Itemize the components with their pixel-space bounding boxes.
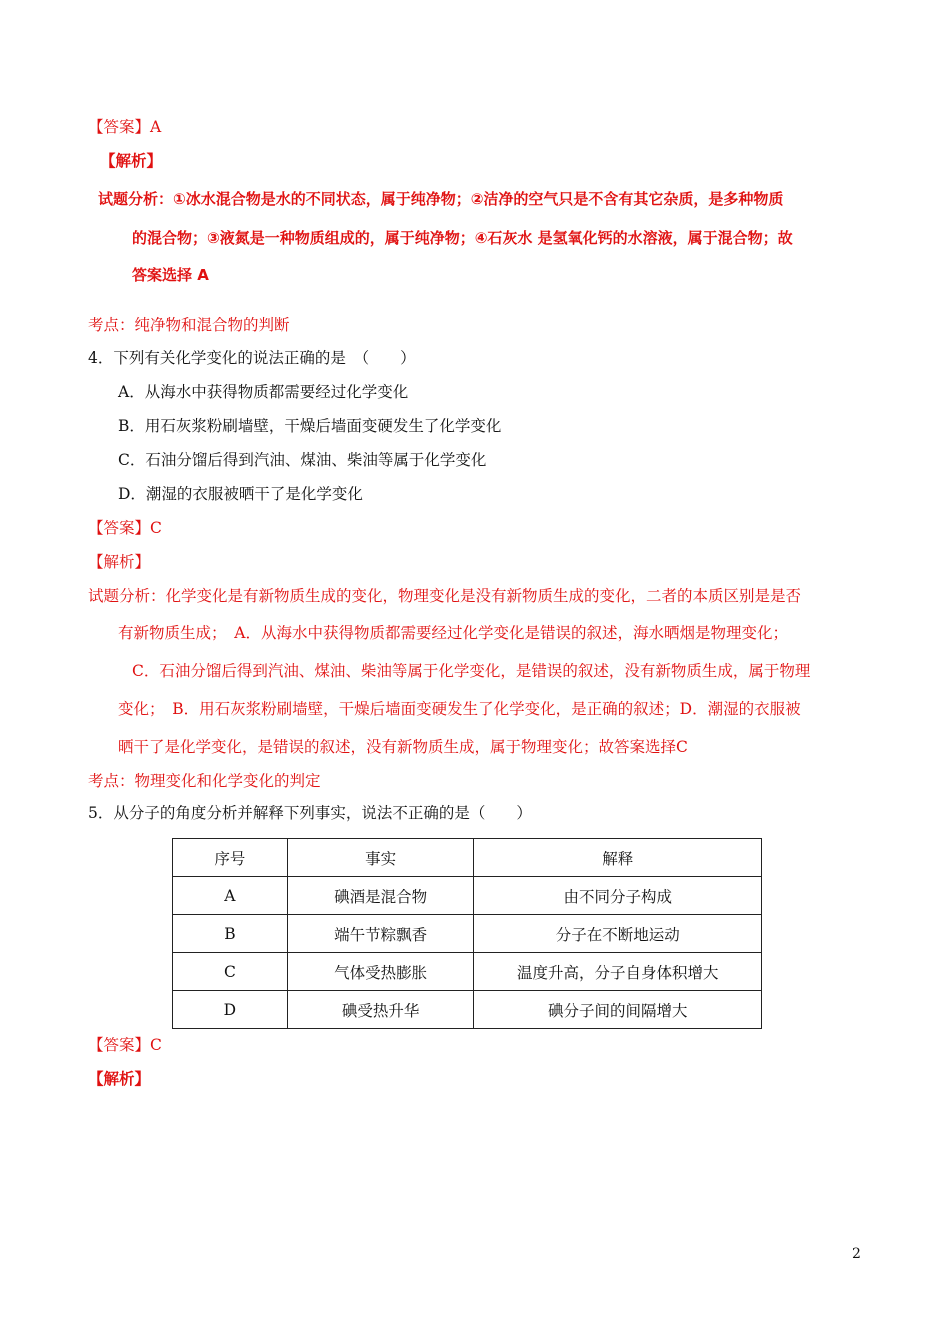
- row-index: C: [173, 953, 288, 991]
- q4-analysis-line-5: 晒干了是化学变化，是错误的叙述，没有新物质生成，属于物理变化；故答案选择C: [118, 738, 688, 756]
- q4-option-c: C．石油分馏后得到汽油、煤油、柴油等属于化学变化: [118, 451, 487, 469]
- q3-answer: 【答案】A: [88, 118, 162, 136]
- row-fact: 气体受热膨胀: [287, 953, 474, 991]
- row-index: A: [173, 877, 288, 915]
- q4-analysis-label: 【解析】: [88, 553, 151, 571]
- row-fact: 碘受热升华: [287, 991, 474, 1029]
- row-index: B: [173, 915, 288, 953]
- q5-analysis-label: 【解析】: [88, 1069, 151, 1088]
- q3-analysis-label: 【解析】: [100, 151, 163, 170]
- q5-stem: 5．从分子的角度分析并解释下列事实，说法不正确的是（ ）: [88, 804, 532, 822]
- table-header-row: [173, 839, 762, 877]
- q4-option-b: B．用石灰浆粉刷墙壁，干燥后墙面变硬发生了化学变化: [118, 417, 502, 435]
- q4-stem: 4．下列有关化学变化的说法正确的是 （ ）: [88, 349, 416, 367]
- row-fact: 碘酒是混合物: [287, 877, 474, 915]
- row-explanation: 由不同分子构成: [474, 877, 762, 915]
- table-row: [173, 877, 762, 915]
- row-explanation: 碘分子间的间隔增大: [474, 991, 762, 1029]
- q4-option-d: D．潮湿的衣服被晒干了是化学变化: [118, 485, 363, 503]
- header-explanation: 解释: [474, 839, 762, 877]
- q3-analysis-line-2: 的混合物；③液氮是一种物质组成的，属于纯净物；④石灰水 是氢氧化钙的水溶液，属于混合物；故: [132, 229, 793, 247]
- q4-analysis-line-4: 变化； B．用石灰浆粉刷墙壁，干燥后墙面变硬发生了化学变化，是正确的叙述；D．潮湿的衣服被: [118, 700, 801, 718]
- q4-option-a: A．从海水中获得物质都需要经过化学变化: [118, 383, 409, 401]
- q4-answer: 【答案】C: [88, 519, 162, 537]
- table-row: [173, 953, 762, 991]
- q4-analysis-line-3: C．石油分馏后得到汽油、煤油、柴油等属于化学变化，是错误的叙述，没有新物质生成，属于物理: [132, 662, 811, 680]
- row-index: D: [173, 991, 288, 1029]
- q5-table: [172, 838, 762, 1029]
- table-row: [173, 915, 762, 953]
- q4-analysis-line-2: 有新物质生成； A．从海水中获得物质都需要经过化学变化是错误的叙述，海水晒烟是物理变化；: [118, 624, 788, 642]
- page-number: 2: [852, 1246, 861, 1262]
- q4-topic: 考点：物理变化和化学变化的判定: [88, 772, 321, 790]
- q3-analysis-line-3: 答案选择 A: [132, 266, 209, 284]
- header-index: 序号: [173, 839, 288, 877]
- header-fact: 事实: [287, 839, 474, 877]
- row-explanation: 分子在不断地运动: [474, 915, 762, 953]
- q5-answer: 【答案】C: [88, 1036, 162, 1054]
- table-row: [173, 991, 762, 1029]
- q3-analysis-line-1: 试题分析：①冰水混合物是水的不同状态，属于纯净物；②洁净的空气只是不含有其它杂质，是多种物质: [98, 190, 784, 208]
- q4-analysis-line-1: 试题分析：化学变化是有新物质生成的变化，物理变化是没有新物质生成的变化，二者的本质区别是是否: [88, 587, 802, 605]
- row-explanation: 温度升高，分子自身体积增大: [474, 953, 762, 991]
- q3-topic: 考点：纯净物和混合物的判断: [88, 316, 290, 334]
- row-fact: 端午节粽飘香: [287, 915, 474, 953]
